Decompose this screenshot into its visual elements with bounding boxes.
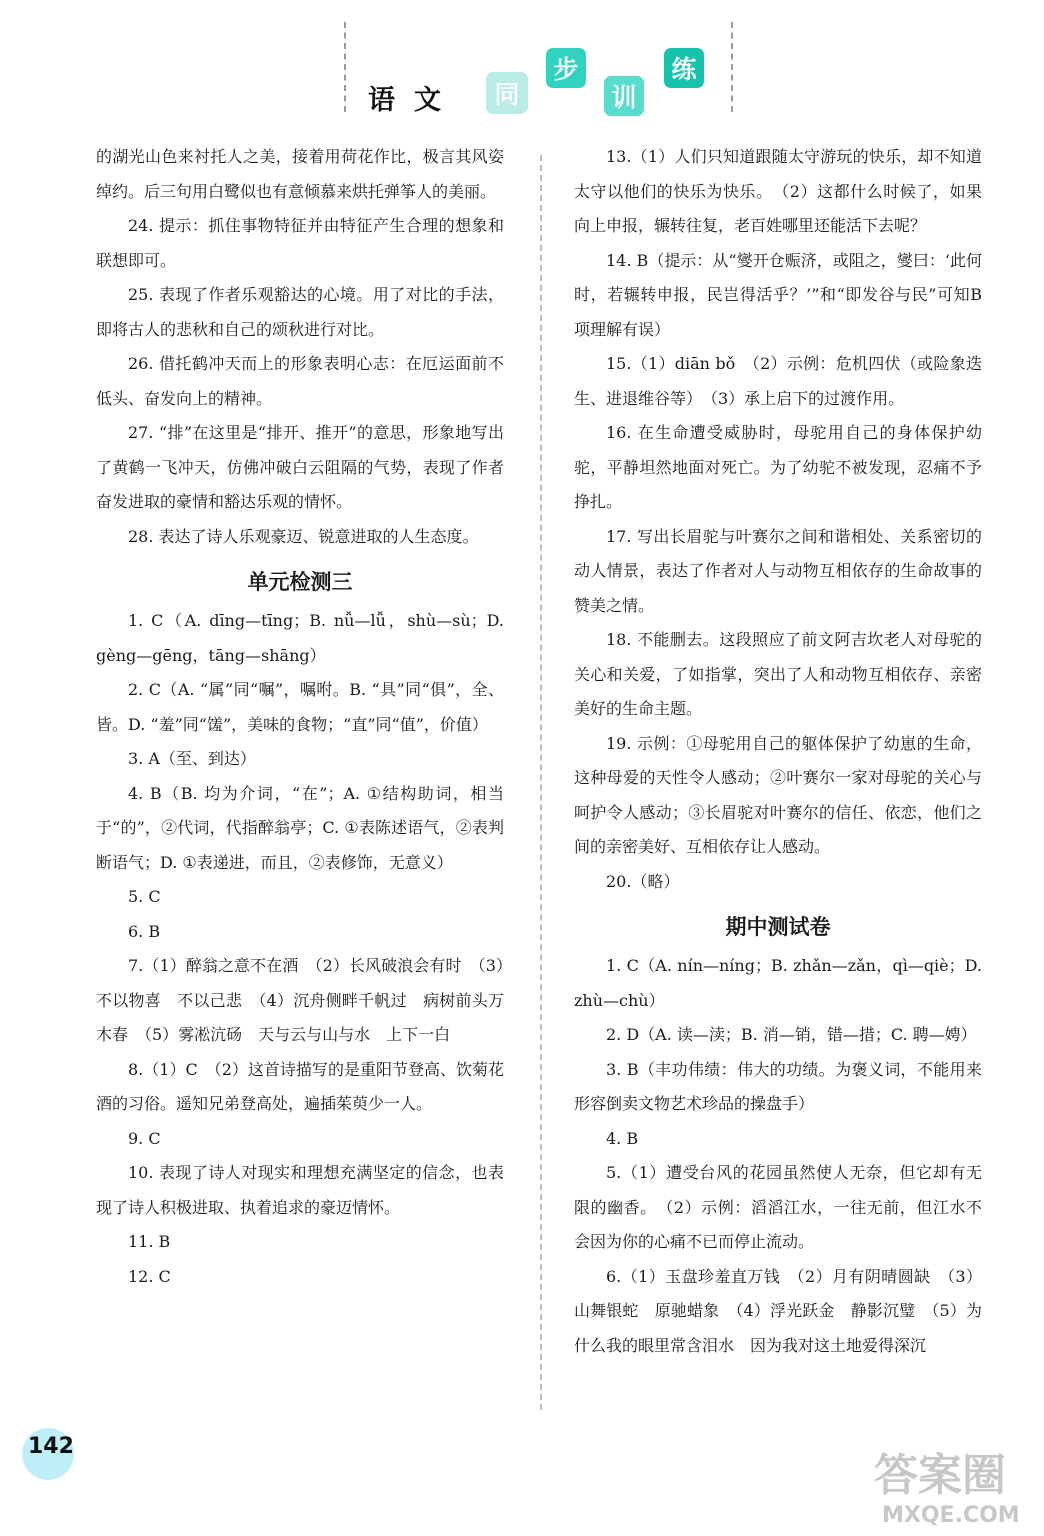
right-column [574, 140, 982, 1363]
answer-item: 3. B（丰功伟绩：伟大的功绩。为褒义词，不能用来形容倒卖文物艺术珍品的操盘手） [574, 1059, 982, 1113]
answer-item: 2. C（A. “属”同“嘱”，嘱咐。B. “具”同“俱”，全、皆。D. “羞”同“馐”，美味的食物；“直”同“值”，价值） [96, 680, 504, 734]
page-number: 142 [28, 1434, 74, 1459]
answer-item: 25. 表现了作者乐观豁达的心境。用了对比的手法，即将古人的悲秋和自己的颂秋进行对比。 [96, 285, 504, 339]
answer-item: 17. 写出长眉驼与叶赛尔之间和谐相处、关系密切的动人情景，表达了作者对人与动物互相依存的生命故事的赞美之情。 [574, 526, 982, 615]
continued-paragraph: 的湖光山色来衬托人之美，接着用荷花作比，极言其风姿绰约。后三句用白鹭似也有意倾慕来烘托弹筝人的美丽。 [96, 147, 504, 201]
answer-item: 26. 借托鹤冲天而上的形象表明心志：在厄运面前不低头、奋发向上的精神。 [96, 354, 504, 408]
subject-char-2: 文 [414, 85, 443, 116]
answer-item: 11. B [128, 1232, 171, 1251]
answer-item: 3. A（至、到达） [128, 749, 256, 768]
answer-item: 6. B [128, 921, 161, 941]
header-tile-bu: 步 [546, 48, 586, 88]
header-dash-line-left [344, 22, 346, 112]
answer-item: 1. C（A. dīng—tīng；B. nǚ—lǚ，shù—sù；D. gèng—gēng，tāng—shāng） [96, 611, 504, 665]
answer-item: 19. 示例：①母驼用自己的躯体保护了幼崽的生命，这种母爱的天性令人感动；②叶赛尔一家对母驼的关心与呵护令人感动；③长眉驼对叶赛尔的信任、依恋，他们之间的亲密美好、互相依存让人感动。 [574, 733, 982, 856]
watermark-logo-url: MXQE.COM [882, 1503, 1020, 1528]
page-header [0, 0, 1044, 130]
answer-item: 28. 表达了诗人乐观豪迈、锐意进取的人生态度。 [128, 526, 479, 546]
section-heading: 期中测试卷 [725, 915, 831, 939]
answer-item: 5.（1）遭受台风的花园虽然使人无奈，但它却有无限的幽香。 （2）示例：滔滔江水，一往无前，但江水不会因为你的心痛不已而停止流动。 [574, 1163, 982, 1251]
answer-item: 7.（1）醉翁之意不在酒 （2）长风破浪会有时 （3）不以物喜 不以己悲 （4）沉舟侧畔千帆过 病树前头万木春 （5）雾凇沆砀 天与云与山与水 上下一白 [96, 956, 504, 1044]
answer-item: 6.（1）玉盘珍羞直万钱 （2）月有阴晴圆缺 （3）山舞银蛇 原驰蜡象 （4）浮光跃金 静影沉璧 （5）为什么我的眼里常含泪水 因为我对这土地爱得深沉 [574, 1266, 982, 1355]
answer-item: 12. C [128, 1266, 171, 1286]
section-heading: 单元检测三 [247, 570, 353, 594]
answer-item: 9. C [128, 1128, 161, 1148]
answer-item: 10. 表现了诗人对现实和理想充满坚定的信念，也表现了诗人积极进取、执着追求的豪迈情怀。 [96, 1163, 504, 1217]
answer-item: 2. D（A. 读—渎；B. 消—销，错—措；C. 聘—娉） [606, 1025, 977, 1044]
answer-item: 1. C（A. nín—níng；B. zhǎn—zǎn，qì—qiè；D. zhù—chù） [574, 956, 982, 1010]
watermark-logo-text: 答案圈 [874, 1450, 1006, 1501]
column-divider [540, 155, 542, 1410]
answer-item: 13.（1）人们只知道跟随太守游玩的快乐，却不知道太守以他们的快乐为快乐。 （2）这都什么时候了，如果向上申报，辗转往复，老百姓哪里还能活下去呢？ [574, 147, 982, 235]
watermark-logo [868, 1440, 1028, 1530]
answer-item: 4. B [606, 1128, 639, 1148]
answer-item: 20.（略） [606, 871, 680, 891]
left-column [96, 140, 504, 1294]
header-tile-lian: 练 [664, 48, 704, 88]
answer-item: 16. 在生命遭受威胁时，母驼用自己的身体保护幼驼，平静坦然地面对死亡。为了幼驼不被发现，忍痛不予挣扎。 [574, 423, 982, 511]
answer-item: 14. B（提示：从“燮开仓赈济，或阻之，燮曰：‘此何时，若辗转申报，民岂得活乎？’”和“即发谷与民”可知B项理解有误） [574, 250, 982, 339]
header-tile-tong: 同 [486, 72, 528, 114]
answer-item: 8.（1）C （2）这首诗描写的是重阳节登高、饮菊花酒的习俗。遥知兄弟登高处，遍插茱萸少一人。 [96, 1059, 504, 1113]
page-number-badge [22, 1428, 74, 1480]
answer-item: 27. “排”在这里是“排开、推开”的意思，形象地写出了黄鹤一飞冲天，仿佛冲破白云阻隔的气势，表现了作者奋发进取的豪情和豁达乐观的情怀。 [96, 423, 504, 511]
answer-item: 5. C [128, 887, 161, 906]
header-dash-line-right [731, 22, 733, 112]
answer-item: 4. B（B. 均为介词，“在”；A. ①结构助词，相当于“的”，②代词，代指醉翁亭；C. ①表陈述语气，②表判断语气；D. ①表递进，而且，②表修饰，无意义） [96, 783, 504, 872]
answer-item: 24. 提示：抓住事物特征并由特征产生合理的想象和联想即可。 [96, 216, 504, 270]
answer-item: 15.（1）diān bǒ （2）示例：危机四伏（或险象迭生、进退维谷等） （3）承上启下的过渡作用。 [574, 354, 982, 408]
subject-char-1: 语 [368, 85, 397, 116]
answer-item: 18. 不能删去。这段照应了前文阿吉坎老人对母驼的关心和关爱，了如指掌，突出了人和动物互相依存、亲密美好的生命主题。 [574, 630, 982, 718]
header-tile-xun: 训 [604, 76, 644, 116]
